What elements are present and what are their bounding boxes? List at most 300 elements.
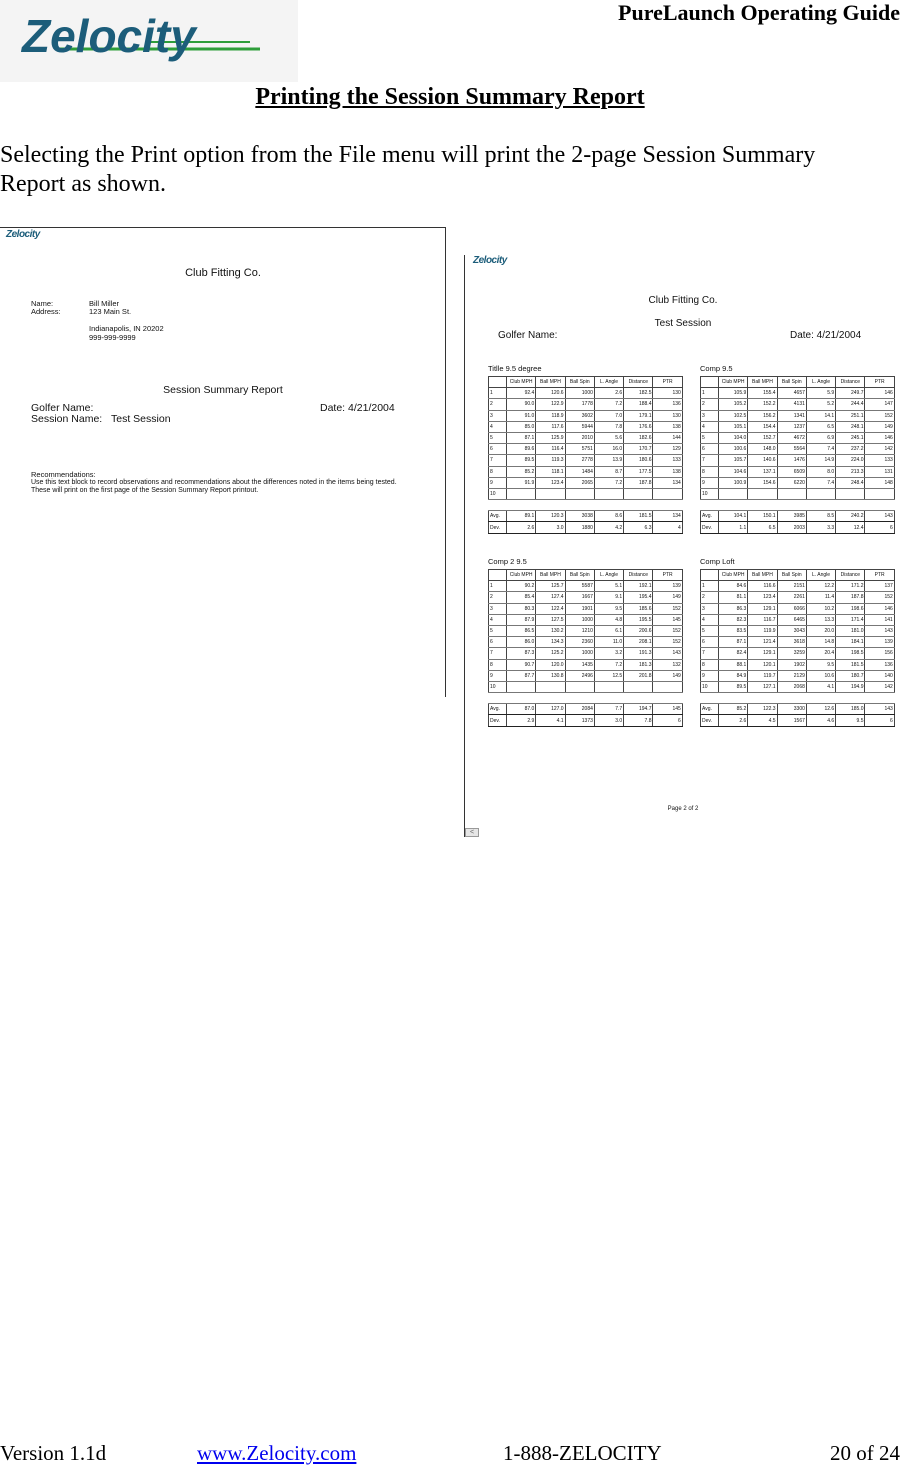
table-cell: 1373 bbox=[565, 715, 594, 726]
footer-phone: 1-888-ZELOCITY bbox=[503, 1441, 662, 1465]
table-cell: 116.7 bbox=[748, 614, 777, 625]
table-row bbox=[701, 388, 895, 399]
golfer-label: Golfer Name: bbox=[31, 402, 94, 414]
table-cell: 137.1 bbox=[748, 466, 777, 477]
table-cell: 9 bbox=[489, 477, 507, 488]
column-header: Distance bbox=[836, 377, 865, 388]
table-cell: 3.3 bbox=[806, 522, 835, 533]
table-cell: 1000 bbox=[565, 648, 594, 659]
table-cell: 191.3 bbox=[624, 648, 653, 659]
table-cell: 146 bbox=[865, 432, 894, 443]
table-cell bbox=[653, 488, 682, 499]
table-cell: 120.1 bbox=[748, 659, 777, 670]
table-cell: 127.5 bbox=[536, 614, 565, 625]
data-table bbox=[488, 364, 682, 534]
table-cell: 4131 bbox=[777, 399, 806, 410]
table-cell: 181.0 bbox=[836, 625, 865, 636]
table-cell: 13.9 bbox=[594, 455, 623, 466]
table-cell: 3 bbox=[701, 410, 719, 421]
table-cell: 2.6 bbox=[719, 715, 748, 726]
table-cell: 176.6 bbox=[624, 421, 653, 432]
table-cell: 2003 bbox=[777, 522, 806, 533]
table-cell: 5587 bbox=[565, 581, 594, 592]
table-cell: 4.1 bbox=[806, 681, 835, 692]
table-cell: 125.9 bbox=[536, 432, 565, 443]
scrollbar-left-arrow[interactable]: < bbox=[465, 828, 479, 837]
table-cell: 116.4 bbox=[536, 444, 565, 455]
table-cell: 130.8 bbox=[536, 670, 565, 681]
table-cell: 84.6 bbox=[719, 581, 748, 592]
deviation-row bbox=[489, 522, 683, 533]
table-cell: 171.4 bbox=[836, 614, 865, 625]
column-header: Ball Spin bbox=[777, 377, 806, 388]
table-cell: 118.9 bbox=[536, 410, 565, 421]
table-cell: 85.2 bbox=[507, 466, 536, 477]
table-cell: 1 bbox=[489, 581, 507, 592]
table-cell: 133 bbox=[653, 455, 682, 466]
address-line-1: 123 Main St. bbox=[89, 307, 132, 316]
table-cell: 182.5 bbox=[624, 388, 653, 399]
table-cell: 3.0 bbox=[536, 522, 565, 533]
table-cell: 152 bbox=[865, 592, 894, 603]
table-row bbox=[701, 399, 895, 410]
table-spacer-row bbox=[701, 693, 895, 704]
table-cell: 154.4 bbox=[748, 421, 777, 432]
table-title: Comp 2 9.5 bbox=[488, 557, 527, 566]
table-cell: 134 bbox=[653, 477, 682, 488]
table-row bbox=[489, 410, 683, 421]
table-cell: 12.2 bbox=[806, 581, 835, 592]
table-cell: 13.3 bbox=[806, 614, 835, 625]
table-cell: 105.1 bbox=[719, 421, 748, 432]
table-cell: 152 bbox=[653, 637, 682, 648]
column-header: Club MPH bbox=[719, 570, 748, 581]
session-value: Test Session bbox=[111, 413, 171, 425]
page-number-label: Page 2 of 2 bbox=[667, 806, 699, 812]
table-cell: 119.9 bbox=[748, 625, 777, 636]
name-value: Bill Miller bbox=[89, 299, 119, 308]
table-cell: 146 bbox=[865, 388, 894, 399]
table-cell: 170.7 bbox=[624, 444, 653, 455]
table-cell: 5.9 bbox=[806, 388, 835, 399]
average-row bbox=[701, 704, 895, 715]
table-cell: 125.2 bbox=[536, 648, 565, 659]
table-cell: 9 bbox=[701, 477, 719, 488]
table-cell: 2 bbox=[489, 592, 507, 603]
table-row bbox=[489, 603, 683, 614]
table-cell: 7.4 bbox=[806, 444, 835, 455]
table-cell bbox=[624, 488, 653, 499]
table-cell: 2 bbox=[489, 399, 507, 410]
table-cell: 187.8 bbox=[836, 592, 865, 603]
table-cell: 3043 bbox=[777, 625, 806, 636]
table-cell: 4 bbox=[653, 522, 682, 533]
table-cell: 2084 bbox=[565, 704, 594, 715]
table-cell: 80.3 bbox=[507, 603, 536, 614]
table-cell: 2065 bbox=[565, 477, 594, 488]
table-cell: 3.2 bbox=[594, 648, 623, 659]
table-cell: 120.6 bbox=[536, 388, 565, 399]
table-cell: 121.4 bbox=[748, 637, 777, 648]
table-row bbox=[489, 670, 683, 681]
table-row bbox=[489, 614, 683, 625]
table-spacer-row bbox=[489, 693, 683, 704]
table-cell: 195.5 bbox=[624, 614, 653, 625]
shot-data-table bbox=[700, 569, 895, 727]
table-cell: 7.2 bbox=[594, 659, 623, 670]
table-cell: 7 bbox=[701, 455, 719, 466]
table-cell: 152 bbox=[653, 603, 682, 614]
table-cell: 2 bbox=[701, 592, 719, 603]
guide-title: PureLaunch Operating Guide bbox=[618, 0, 900, 25]
table-cell: 180.7 bbox=[836, 670, 865, 681]
table-cell: 142 bbox=[865, 444, 894, 455]
table-cell: 184.1 bbox=[836, 637, 865, 648]
table-cell: 138 bbox=[653, 421, 682, 432]
table-spacer-row bbox=[489, 500, 683, 511]
table-cell: 120.0 bbox=[536, 659, 565, 670]
table-cell: 1000 bbox=[565, 388, 594, 399]
table-cell: 87.0 bbox=[507, 704, 536, 715]
table-cell: 194.9 bbox=[836, 681, 865, 692]
table-cell: 1901 bbox=[565, 603, 594, 614]
table-cell: 136 bbox=[653, 399, 682, 410]
table-row bbox=[701, 681, 895, 692]
table-cell: 82.4 bbox=[719, 648, 748, 659]
table-cell: 6 bbox=[865, 715, 894, 726]
table-cell: 6.5 bbox=[806, 421, 835, 432]
table-cell: 10.6 bbox=[806, 670, 835, 681]
table-cell: 2.6 bbox=[594, 388, 623, 399]
table-cell: 136 bbox=[865, 659, 894, 670]
table-row bbox=[701, 592, 895, 603]
table-cell: 1 bbox=[701, 388, 719, 399]
table-cell: 182.6 bbox=[624, 432, 653, 443]
company-name: Club Fitting Co. bbox=[648, 295, 718, 306]
table-cell: 9.5 bbox=[594, 603, 623, 614]
table-cell: 11.0 bbox=[594, 637, 623, 648]
table-cell: 142 bbox=[865, 681, 894, 692]
table-cell: 4.2 bbox=[594, 522, 623, 533]
table-cell: 208.1 bbox=[624, 637, 653, 648]
table-cell: 4 bbox=[489, 614, 507, 625]
table-cell: 7.2 bbox=[594, 477, 623, 488]
table-row bbox=[701, 421, 895, 432]
table-cell: 134 bbox=[653, 511, 682, 522]
deviation-row bbox=[701, 715, 895, 726]
table-cell: 90.0 bbox=[507, 399, 536, 410]
golfer-label: Golfer Name: bbox=[498, 330, 558, 341]
table-cell: 139 bbox=[865, 637, 894, 648]
session-title: Test Session bbox=[654, 318, 712, 329]
table-cell: 5.1 bbox=[594, 581, 623, 592]
table-cell bbox=[536, 488, 565, 499]
table-cell bbox=[748, 488, 777, 499]
table-cell: 2129 bbox=[777, 670, 806, 681]
column-header: L. Angle bbox=[806, 570, 835, 581]
table-row bbox=[489, 477, 683, 488]
table-cell: 187.8 bbox=[624, 477, 653, 488]
table-cell: 201.8 bbox=[624, 670, 653, 681]
table-cell: 6 bbox=[701, 637, 719, 648]
table-row bbox=[701, 581, 895, 592]
table-cell: 156 bbox=[865, 648, 894, 659]
table-cell: 147 bbox=[865, 399, 894, 410]
table-cell: 4672 bbox=[777, 432, 806, 443]
table-row bbox=[701, 455, 895, 466]
table-cell: 139 bbox=[653, 581, 682, 592]
table-cell: Dev. bbox=[489, 715, 507, 726]
table-row bbox=[489, 637, 683, 648]
table-cell: 84.9 bbox=[719, 670, 748, 681]
table-cell: 3618 bbox=[777, 637, 806, 648]
table-cell: 5 bbox=[489, 432, 507, 443]
column-header: PTR bbox=[653, 570, 682, 581]
table-cell: 149 bbox=[653, 592, 682, 603]
table-title: Comp 9.5 bbox=[700, 364, 733, 373]
table-cell: 132 bbox=[653, 659, 682, 670]
table-cell: 148 bbox=[865, 477, 894, 488]
table-row bbox=[489, 421, 683, 432]
table-cell: 9 bbox=[701, 670, 719, 681]
table-cell: 2778 bbox=[565, 455, 594, 466]
table-cell: 9.1 bbox=[594, 592, 623, 603]
table-cell: 85.2 bbox=[719, 704, 748, 715]
table-row bbox=[489, 681, 683, 692]
column-header: L. Angle bbox=[594, 377, 623, 388]
table-cell: 248.4 bbox=[836, 477, 865, 488]
table-cell: 5 bbox=[489, 625, 507, 636]
table-row bbox=[489, 388, 683, 399]
table-cell: 104.6 bbox=[719, 466, 748, 477]
table-cell: 5564 bbox=[777, 444, 806, 455]
column-header: Club MPH bbox=[507, 377, 536, 388]
table-cell: 143 bbox=[653, 648, 682, 659]
table-cell: 82.3 bbox=[719, 614, 748, 625]
column-header bbox=[701, 570, 719, 581]
column-header: Ball MPH bbox=[536, 570, 565, 581]
table-cell: 127.4 bbox=[536, 592, 565, 603]
table-row bbox=[701, 637, 895, 648]
table-cell: 10 bbox=[701, 681, 719, 692]
table-cell: 119.3 bbox=[536, 455, 565, 466]
table-cell: 89.6 bbox=[507, 444, 536, 455]
table-cell: 6509 bbox=[777, 466, 806, 477]
table-cell: 1341 bbox=[777, 410, 806, 421]
table-cell: 2496 bbox=[565, 670, 594, 681]
table-cell: 1000 bbox=[565, 614, 594, 625]
shot-data-table bbox=[488, 569, 683, 727]
zelocity-logo bbox=[0, 0, 298, 82]
column-header: Ball Spin bbox=[565, 377, 594, 388]
table-cell: 16.0 bbox=[594, 444, 623, 455]
table-row bbox=[489, 625, 683, 636]
table-header-row bbox=[489, 570, 683, 581]
table-cell: 91.0 bbox=[507, 410, 536, 421]
table-row bbox=[701, 444, 895, 455]
table-cell: 8.0 bbox=[806, 466, 835, 477]
table-cell: 123.4 bbox=[748, 592, 777, 603]
table-cell: 89.1 bbox=[507, 511, 536, 522]
table-row bbox=[489, 648, 683, 659]
table-cell bbox=[865, 488, 894, 499]
table-cell: 104.0 bbox=[719, 432, 748, 443]
table-cell: 92.4 bbox=[507, 388, 536, 399]
column-header: Ball MPH bbox=[748, 570, 777, 581]
table-cell: 198.6 bbox=[836, 603, 865, 614]
table-cell: 6.9 bbox=[806, 432, 835, 443]
table-cell: 2.6 bbox=[507, 522, 536, 533]
table-cell: 4 bbox=[489, 421, 507, 432]
table-cell bbox=[594, 488, 623, 499]
table-cell: 1902 bbox=[777, 659, 806, 670]
table-cell: 181.5 bbox=[836, 659, 865, 670]
table-cell: 89.5 bbox=[507, 455, 536, 466]
table-cell: 6 bbox=[489, 444, 507, 455]
table-cell: 85.4 bbox=[507, 592, 536, 603]
table-cell: 185.6 bbox=[624, 603, 653, 614]
table-cell: 10.2 bbox=[806, 603, 835, 614]
phone-number: 999-999-9999 bbox=[89, 333, 136, 342]
table-cell: 240.2 bbox=[836, 511, 865, 522]
table-cell: 138 bbox=[653, 466, 682, 477]
average-row bbox=[701, 511, 895, 522]
table-cell: 140 bbox=[865, 670, 894, 681]
logo-wordmark: Zelocity bbox=[22, 10, 196, 62]
table-cell: 105.7 bbox=[719, 455, 748, 466]
table-cell: 11.4 bbox=[806, 592, 835, 603]
intro-paragraph: Selecting the Print option from the File menu will print the 2-page Session Summary Report as shown. bbox=[0, 142, 816, 197]
table-row bbox=[701, 488, 895, 499]
table-cell bbox=[624, 681, 653, 692]
table-cell: 3259 bbox=[777, 648, 806, 659]
table-cell: 5 bbox=[701, 625, 719, 636]
table-cell: 9.5 bbox=[806, 659, 835, 670]
table-cell: 248.1 bbox=[836, 421, 865, 432]
deviation-row bbox=[489, 715, 683, 726]
average-row bbox=[489, 704, 683, 715]
table-cell bbox=[565, 681, 594, 692]
section-title: Printing the Session Summary Report bbox=[255, 84, 645, 110]
table-cell: 4.6 bbox=[806, 715, 835, 726]
table-cell: 145 bbox=[653, 614, 682, 625]
table-cell: 195.4 bbox=[624, 592, 653, 603]
table-cell: 154.6 bbox=[748, 477, 777, 488]
table-cell: 7 bbox=[489, 648, 507, 659]
table-cell: 10 bbox=[489, 488, 507, 499]
table-cell: 152.2 bbox=[748, 399, 777, 410]
shot-data-table bbox=[488, 376, 683, 534]
table-title: Titlle 9.5 degree bbox=[488, 364, 542, 373]
table-cell: 4.5 bbox=[748, 715, 777, 726]
table-cell: 146 bbox=[865, 603, 894, 614]
table-cell: 7.8 bbox=[624, 715, 653, 726]
table-row bbox=[701, 670, 895, 681]
table-cell: 123.4 bbox=[536, 477, 565, 488]
table-cell: 10 bbox=[701, 488, 719, 499]
table-cell: 7 bbox=[701, 648, 719, 659]
column-header: PTR bbox=[865, 570, 894, 581]
table-cell: 6.1 bbox=[594, 625, 623, 636]
table-cell: 1 bbox=[489, 388, 507, 399]
table-cell: 81.1 bbox=[719, 592, 748, 603]
table-cell: 179.1 bbox=[624, 410, 653, 421]
report-page-2-image bbox=[464, 255, 900, 837]
table-cell: 144 bbox=[653, 432, 682, 443]
table-cell: 3300 bbox=[777, 704, 806, 715]
table-cell: 249.7 bbox=[836, 388, 865, 399]
table-row bbox=[701, 625, 895, 636]
table-cell: 105.2 bbox=[719, 399, 748, 410]
table-cell: 141 bbox=[865, 614, 894, 625]
column-header: PTR bbox=[865, 377, 894, 388]
table-cell: 1567 bbox=[777, 715, 806, 726]
table-cell: 122.9 bbox=[536, 399, 565, 410]
table-cell bbox=[653, 681, 682, 692]
report-page-1-image bbox=[0, 227, 446, 697]
table-cell: 8 bbox=[489, 659, 507, 670]
table-cell: 1476 bbox=[777, 455, 806, 466]
table-cell: 8.7 bbox=[594, 466, 623, 477]
table-row bbox=[701, 648, 895, 659]
table-cell: 12.4 bbox=[836, 522, 865, 533]
recommendations-line-1: Use this text block to record observations and recommendations about the differences noted in the items being tested. bbox=[31, 479, 397, 486]
table-cell: 3 bbox=[701, 603, 719, 614]
column-header bbox=[489, 570, 507, 581]
table-cell: 137 bbox=[865, 581, 894, 592]
table-cell: 20.4 bbox=[806, 648, 835, 659]
table-cell bbox=[565, 488, 594, 499]
column-header: Ball MPH bbox=[536, 377, 565, 388]
table-cell: 87.7 bbox=[507, 670, 536, 681]
report-date: Date: 4/21/2004 bbox=[790, 330, 862, 341]
table-cell bbox=[507, 681, 536, 692]
table-row bbox=[489, 488, 683, 499]
table-cell: 3 bbox=[489, 603, 507, 614]
table-cell: 149 bbox=[865, 421, 894, 432]
table-cell: 120.3 bbox=[536, 511, 565, 522]
table-row bbox=[701, 410, 895, 421]
column-header: PTR bbox=[653, 377, 682, 388]
table-cell: 8 bbox=[489, 466, 507, 477]
table-cell: 4 bbox=[701, 614, 719, 625]
table-cell: 122.4 bbox=[536, 603, 565, 614]
table-cell: 181.5 bbox=[624, 511, 653, 522]
table-row bbox=[489, 466, 683, 477]
recommendations-label: Recommendations: bbox=[31, 470, 96, 479]
column-header: Ball Spin bbox=[777, 570, 806, 581]
table-cell bbox=[507, 488, 536, 499]
table-cell bbox=[777, 488, 806, 499]
table-cell: 87.1 bbox=[507, 432, 536, 443]
table-header-row bbox=[489, 377, 683, 388]
table-cell: 6220 bbox=[777, 477, 806, 488]
column-header: Club MPH bbox=[507, 570, 536, 581]
column-header: Ball MPH bbox=[748, 377, 777, 388]
table-cell: 180.6 bbox=[624, 455, 653, 466]
table-cell: Avg. bbox=[701, 704, 719, 715]
table-row bbox=[489, 592, 683, 603]
table-row bbox=[701, 477, 895, 488]
table-cell: 89.5 bbox=[719, 681, 748, 692]
table-cell: 145 bbox=[653, 704, 682, 715]
table-cell: 9.5 bbox=[836, 715, 865, 726]
column-header bbox=[489, 377, 507, 388]
table-cell: 1.1 bbox=[719, 522, 748, 533]
footer-website-link[interactable]: www.Zelocity.com bbox=[197, 1441, 357, 1465]
table-cell: 224.0 bbox=[836, 455, 865, 466]
table-cell: 104.1 bbox=[719, 511, 748, 522]
